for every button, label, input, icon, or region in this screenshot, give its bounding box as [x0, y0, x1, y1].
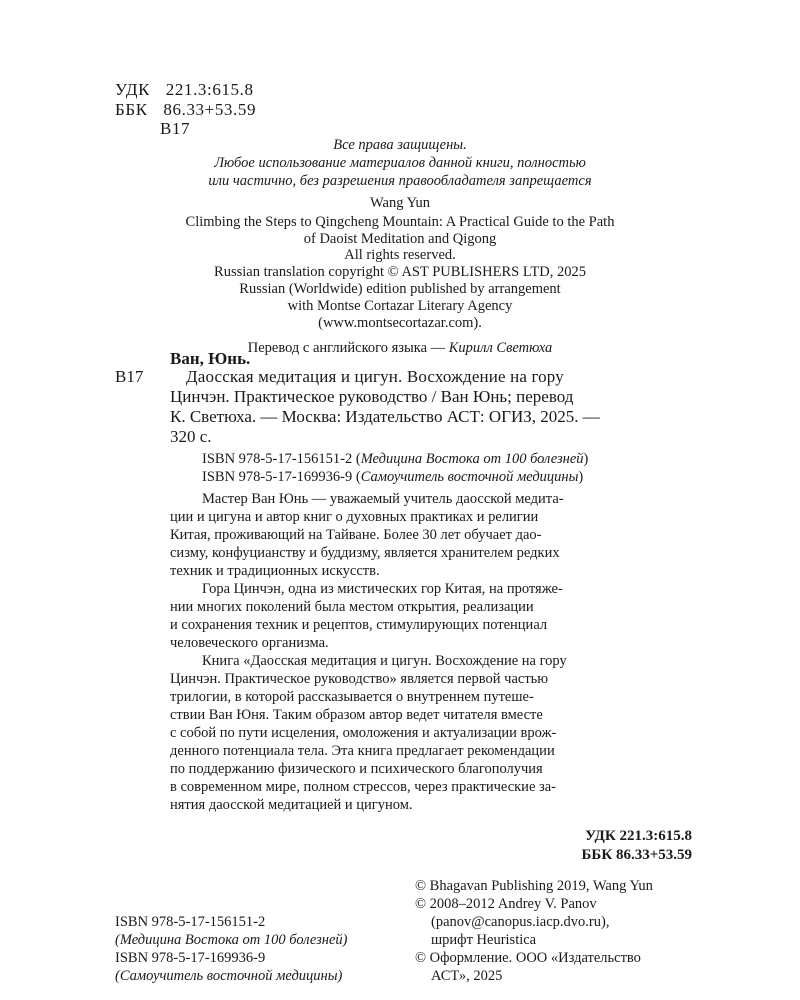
bbk-code — [115, 100, 256, 120]
author-mark: В17 — [160, 119, 191, 138]
footer-isbn-2: ISBN 978-5-17-169936-9 — [115, 950, 266, 966]
udk-code-right: УДК 221.3:615.8 — [585, 828, 692, 844]
annotation-p1-line-5: техник и традиционных искусств. — [170, 563, 380, 579]
translator-name: Кирилл Светюха — [448, 340, 553, 356]
rights-notice-line-2: Любое использование материалов данной книги, полностью — [214, 155, 586, 171]
udk-value: 221.3:615.8 — [165, 80, 254, 99]
bbk-code-right: ББК 86.33+53.59 — [581, 847, 692, 863]
original-title-line-2: of Daoist Meditation and Qigong — [303, 231, 497, 247]
edition-line-2: with Montse Cortazar Literary Agency — [287, 298, 513, 314]
annotation-p2-line-4: человеческого организма. — [170, 635, 329, 651]
catalog-isbn-2-series: Самоучитель восточной медицины — [360, 469, 579, 485]
footer-series-1: (Медицина Востока от 100 болезней) — [115, 932, 348, 948]
translation-copyright: Russian translation copyright © AST PUBLISHERS LTD, 2025 — [214, 264, 586, 280]
catalog-isbn-1-series: Медицина Востока от 100 болезней — [360, 451, 584, 467]
footer-series-2: (Самоучитель восточной медицины) — [115, 968, 343, 984]
annotation-p2-line-2: нии многих поколений была местом открытия, реализации — [170, 599, 534, 615]
annotation-p1-line-2: ции и цигуна и автор книг о духовных практиках и религии — [170, 509, 539, 525]
catalog-line-1: Даосская медитация и цигун. Восхождение на гору — [186, 367, 564, 386]
bbk-value: 86.33+53.59 — [163, 100, 257, 119]
annotation-p3-line-8: в современном мире, полном стрессов, через практические за- — [170, 779, 556, 795]
bbk-label: ББК — [115, 100, 148, 119]
catalog-isbn-2 — [202, 469, 583, 487]
all-rights-reserved: All rights reserved. — [344, 247, 456, 263]
catalog-mark: В17 — [115, 367, 144, 386]
catalog-isbn-1-close: ) — [583, 451, 589, 467]
copyright-bhagavan: © Bhagavan Publishing 2019, Wang Yun — [415, 878, 653, 894]
rights-notice-line-1: Все права защищены. — [333, 137, 467, 153]
edition-line-3: (www.montsecortazar.com). — [318, 315, 482, 331]
annotation-p1-line-4: сизму, конфуцианству и буддизму, является хранителем редких — [170, 545, 560, 561]
edition-line-1: Russian (Worldwide) edition published by arrangement — [239, 281, 561, 297]
catalog-line-3: К. Светюха. — Москва: Издательство АСТ: ОГИЗ, 2025. — — [170, 407, 600, 426]
annotation-p3-line-1: Книга «Даосская медитация и цигун. Восхождение на гору — [202, 653, 567, 669]
annotation-p3-line-3: трилогии, в которой рассказывается о внутреннем путеше- — [170, 689, 534, 705]
footer-isbn-1: ISBN 978-5-17-156151-2 — [115, 914, 266, 930]
udk-label: УДК — [115, 80, 151, 99]
annotation-p3-line-7: по поддержанию физического и психического благополучия — [170, 761, 543, 777]
annotation-p1-line-3: Китая, проживающий на Тайване. Более 30 лет обучает дао- — [170, 527, 542, 543]
annotation-p3-line-9: нятия даосской медитацией и цигуном. — [170, 797, 413, 813]
annotation-p3-line-4: ствии Ван Юня. Таким образом автор ведет читателя вместе — [170, 707, 543, 723]
catalog-isbn-2-number: ISBN 978-5-17-169936-9 ( — [202, 469, 361, 485]
catalog-author-heading: Ван, Юнь. — [170, 349, 251, 368]
udk-code — [115, 80, 254, 100]
translator-label: Перевод с английского языка — — [247, 340, 449, 356]
copyright-font-line-1: © 2008–2012 Andrey V. Panov — [415, 896, 597, 912]
catalog-line-2: Цинчэн. Практическое руководство / Ван Юнь; перевод — [170, 387, 574, 406]
copyright-design-line-2: АСТ», 2025 — [431, 968, 503, 984]
copyright-design-line-1: © Оформление. ООО «Издательство — [415, 950, 641, 966]
copyright-font-line-3: шрифт Heuristica — [431, 932, 537, 948]
annotation-p2-line-3: и сохранения техник и рецептов, стимулирующих потенциал — [170, 617, 548, 633]
catalog-isbn-1-number: ISBN 978-5-17-156151-2 ( — [202, 451, 361, 467]
original-author: Wang Yun — [370, 195, 430, 211]
catalog-isbn-1 — [202, 451, 588, 469]
annotation-p3-line-2: Цинчэн. Практическое руководство» является первой частью — [170, 671, 549, 687]
original-title-line-1: Climbing the Steps to Qingcheng Mountain: A Practical Guide to the Path — [185, 214, 615, 230]
annotation-p3-line-5: с собой по пути исцеления, омоложения и актуализации врож- — [170, 725, 557, 741]
catalog-isbn-2-close: ) — [578, 469, 584, 485]
annotation-p1-line-1: Мастер Ван Юнь — уважаемый учитель даосской медита- — [202, 491, 564, 507]
annotation-p2-line-1: Гора Цинчэн, одна из мистических гор Китая, на протяже- — [202, 581, 563, 597]
catalog-line-4: 320 с. — [170, 427, 212, 446]
copyright-font-line-2: (panov@canopus.iacp.dvo.ru), — [431, 914, 610, 930]
rights-notice-line-3: или частично, без разрешения правообладателя запрещается — [208, 173, 592, 189]
annotation-p3-line-6: денного потенциала тела. Эта книга предлагает рекомендации — [170, 743, 555, 759]
